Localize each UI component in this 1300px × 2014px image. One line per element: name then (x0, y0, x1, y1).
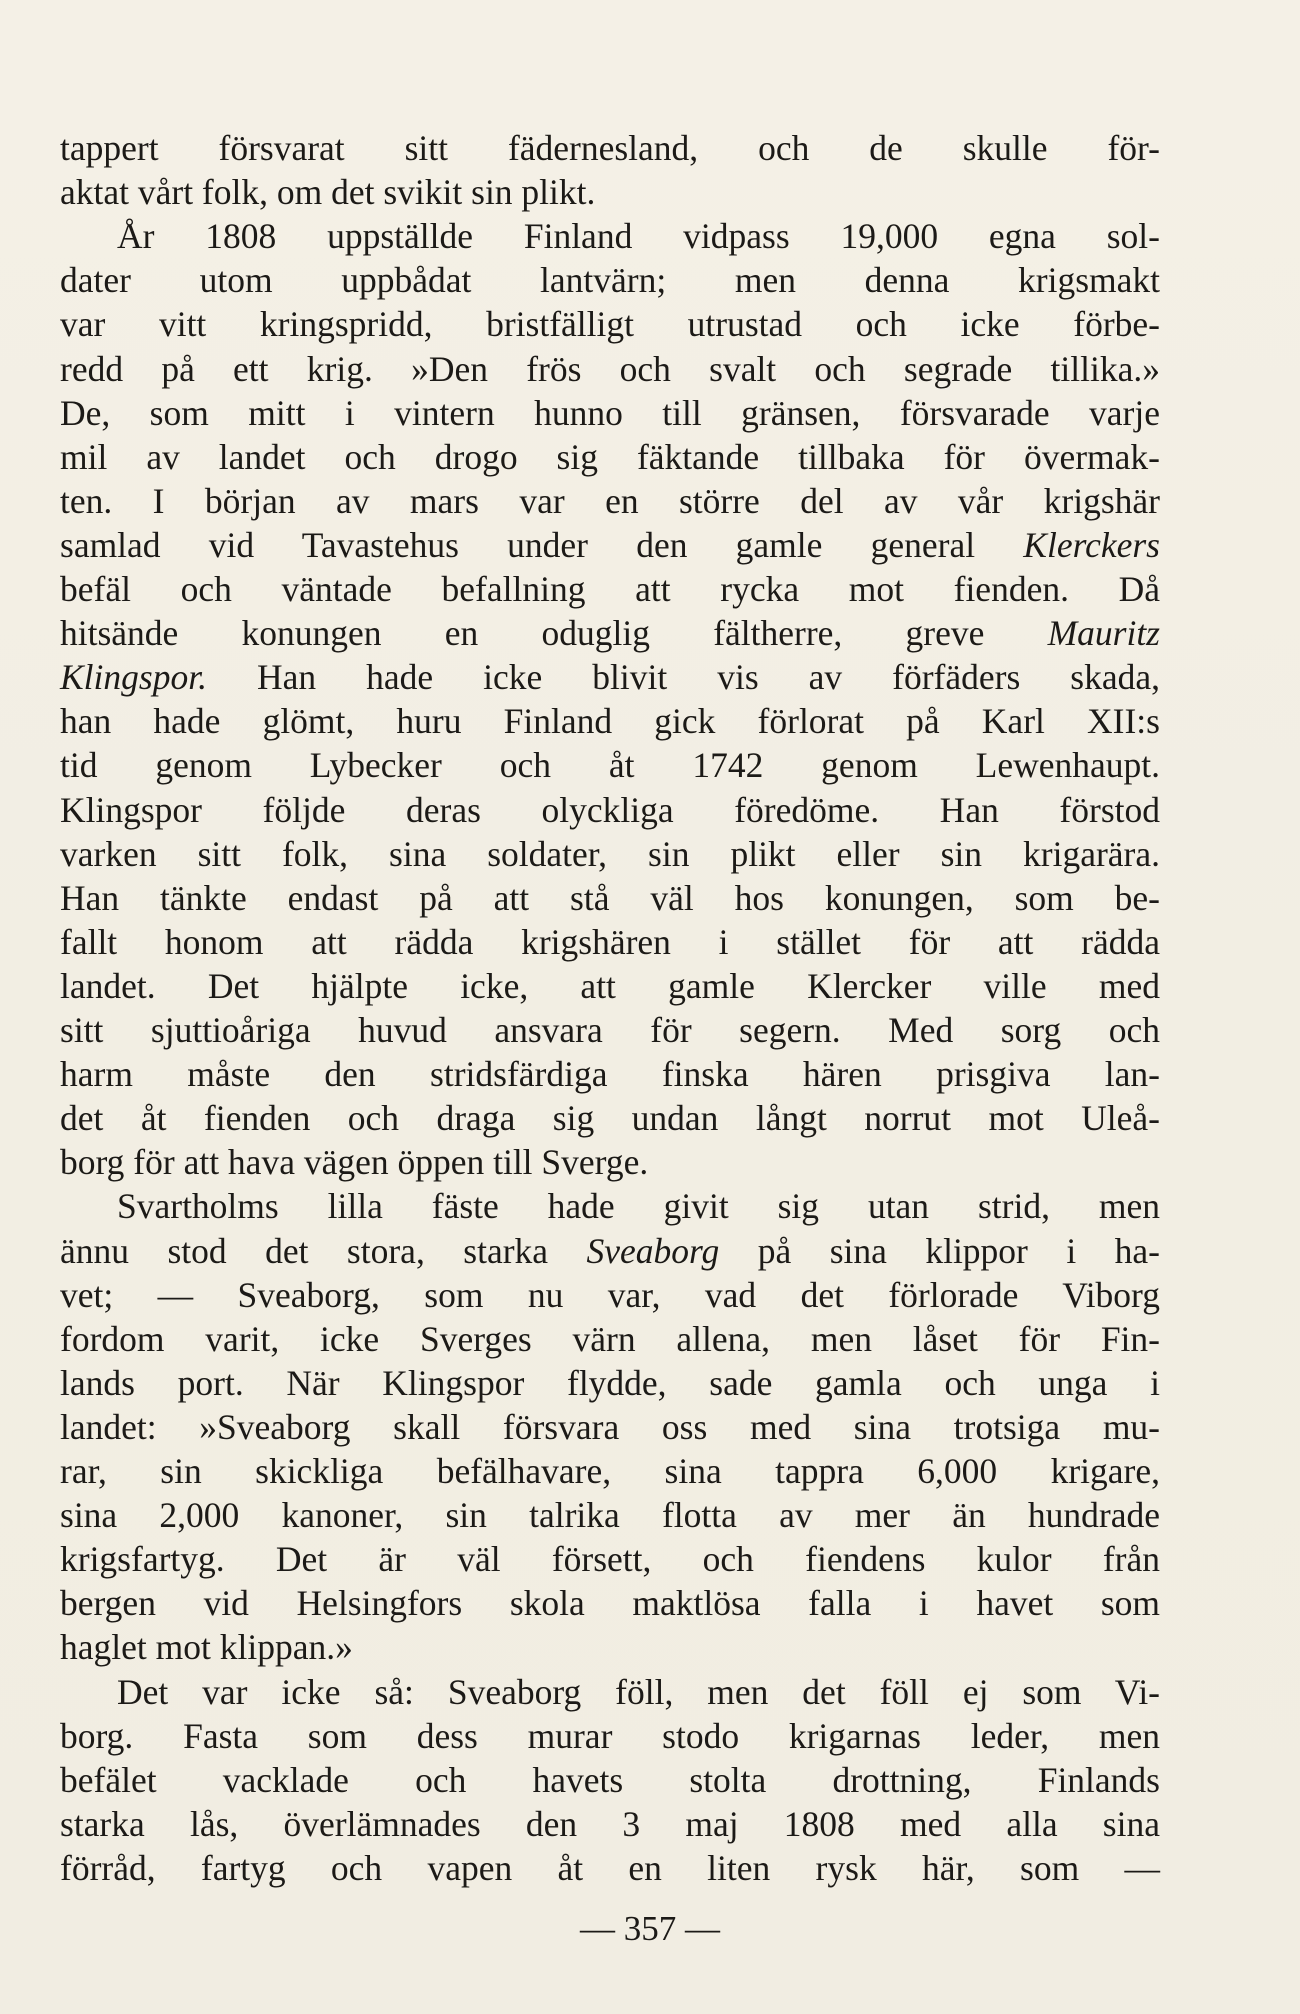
text-segment: haglet mot klippan.» (60, 1627, 353, 1668)
text-segment: befäl och väntade befallning att rycka mot fienden. Då (60, 569, 1160, 609)
text-segment: var vitt kringspridd, bristfälligt utrustad och icke förbe- (60, 304, 1160, 345)
text-segment: Han tänkte endast på att stå väl hos konungen, som be- (60, 877, 1160, 918)
text-line (60, 920, 1160, 964)
text-segment: samlad vid Tavastehus under den gamle general (60, 524, 1024, 565)
text-line (60, 347, 1160, 391)
text-segment: hitsände konungen en oduglig fältherre, greve (60, 613, 1048, 654)
text-segment: År 1808 uppställde Finland vidpass 19,000 egna sol- (117, 216, 1160, 257)
text-line (60, 1184, 1160, 1228)
italic-text: Klingspor. (60, 657, 207, 698)
text-segment: landet. Det hjälpte icke, att gamle Klercker ville med (60, 965, 1160, 1006)
text-segment: lands port. När Klingspor flydde, sade gamla och unga i (60, 1362, 1160, 1403)
text-line (60, 1670, 1160, 1714)
text-line (60, 788, 1160, 832)
text-line (60, 435, 1160, 479)
text-segment: tid genom Lybecker och åt 1742 genom Lewenhaupt. (60, 745, 1160, 786)
text-line (60, 1625, 1160, 1669)
text-line (60, 1581, 1160, 1625)
text-segment: borg för att hava vägen öppen till Sverge. (60, 1142, 649, 1183)
text-line (60, 1317, 1160, 1361)
text-line (60, 876, 1160, 920)
text-line (60, 964, 1160, 1008)
text-line (60, 523, 1160, 567)
text-segment: sina 2,000 kanoner, sin talrika flotta av mer än hundrade (60, 1495, 1160, 1536)
text-segment: förråd, fartyg och vapen åt en liten rysk här, som — (60, 1847, 1160, 1888)
text-segment: det åt fienden och draga sig undan långt norrut mot Uleå- (60, 1098, 1160, 1139)
text-line (60, 214, 1160, 258)
text-line (60, 126, 1160, 170)
text-line (60, 1714, 1160, 1758)
text-line (60, 1802, 1160, 1846)
text-segment: bergen vid Helsingfors skola maktlösa falla i havet som (60, 1583, 1160, 1624)
text-line (60, 1493, 1160, 1537)
text-line (60, 1052, 1160, 1096)
text-line (60, 302, 1160, 346)
text-segment: ten. I början av mars var en större del av vår krigshär (60, 480, 1160, 521)
text-segment: harm måste den stridsfärdiga finska hären prisgiva lan- (60, 1054, 1160, 1095)
page-number: — 357 — (580, 1909, 720, 1948)
italic-text: Sveaborg (586, 1230, 720, 1271)
text-line (60, 1449, 1160, 1493)
text-line (60, 1405, 1160, 1449)
text-segment: Svartholms lilla fäste hade givit sig utan strid, men (117, 1186, 1160, 1227)
text-line (60, 655, 1160, 699)
text-line (60, 1096, 1160, 1140)
text-line (60, 1229, 1160, 1273)
text-line (60, 1273, 1160, 1317)
text-segment: landet: »Sveaborg skall försvara oss med sina trotsiga mu- (60, 1406, 1160, 1447)
text-line (60, 1846, 1160, 1890)
text-segment: borg. Fasta som dess murar stodo krigarnas leder, men (60, 1715, 1160, 1756)
text-line (60, 391, 1160, 435)
text-segment: sitt sjuttioåriga huvud ansvara för segern. Med sorg och (60, 1010, 1160, 1050)
text-line (60, 567, 1160, 611)
text-segment: vet; — Sveaborg, som nu var, vad det förlorade Viborg (60, 1274, 1160, 1315)
text-segment: han hade glömt, huru Finland gick förlorat på Karl XII:s (60, 701, 1160, 742)
text-line (60, 699, 1160, 743)
text-segment: dater utom uppbådat lantvärn; men denna krigsmakt (60, 260, 1160, 301)
text-line (60, 479, 1160, 523)
text-segment: De, som mitt i vintern hunno till gränsen, försvarade varje (60, 392, 1160, 433)
text-line (60, 170, 1160, 214)
text-segment: tappert försvarat sitt fädernesland, och de skulle för- (60, 128, 1160, 168)
text-segment: fallt honom att rädda krigshären i stället för att rädda (60, 921, 1160, 962)
text-segment: varken sitt folk, sina soldater, sin plikt eller sin krigarära. (60, 833, 1160, 874)
text-segment: aktat vårt folk, om det svikit sin plikt. (60, 172, 596, 213)
text-segment: befälet vacklade och havets stolta drottning, Finlands (60, 1759, 1160, 1800)
text-line (60, 832, 1160, 876)
text-segment: på sina klippor i ha- (719, 1230, 1160, 1271)
italic-text: Klerckers (1023, 524, 1160, 565)
text-segment: mil av landet och drogo sig fäktande tillbaka för övermak- (60, 436, 1160, 477)
text-line (60, 258, 1160, 302)
text-segment: rar, sin skickliga befälhavare, sina tappra 6,000 krigare, (60, 1451, 1160, 1491)
italic-text: Mauritz (1047, 613, 1160, 654)
text-segment: Det var icke så: Sveaborg föll, men det föll ej som Vi- (117, 1671, 1160, 1712)
text-segment: fordom varit, icke Sverges värn allena, men låset för Fin- (60, 1318, 1160, 1359)
text-line (60, 1758, 1160, 1802)
text-line (60, 1008, 1160, 1052)
text-line (60, 611, 1160, 655)
text-line (60, 1537, 1160, 1581)
text-segment: krigsfartyg. Det är väl försett, och fiendens kulor från (60, 1539, 1160, 1580)
text-segment: Klingspor följde deras olyckliga föredöme. Han förstod (60, 789, 1160, 830)
text-segment: ännu stod det stora, starka (60, 1230, 587, 1271)
text-segment: redd på ett krig. »Den frös och svalt och segrade tillika.» (60, 348, 1160, 389)
text-line (60, 743, 1160, 787)
text-line (60, 1361, 1160, 1405)
text-line (60, 1140, 1160, 1184)
text-segment: Han hade icke blivit vis av förfäders skada, (206, 657, 1160, 698)
text-segment: starka lås, överlämnades den 3 maj 1808 med alla sina (60, 1803, 1160, 1844)
